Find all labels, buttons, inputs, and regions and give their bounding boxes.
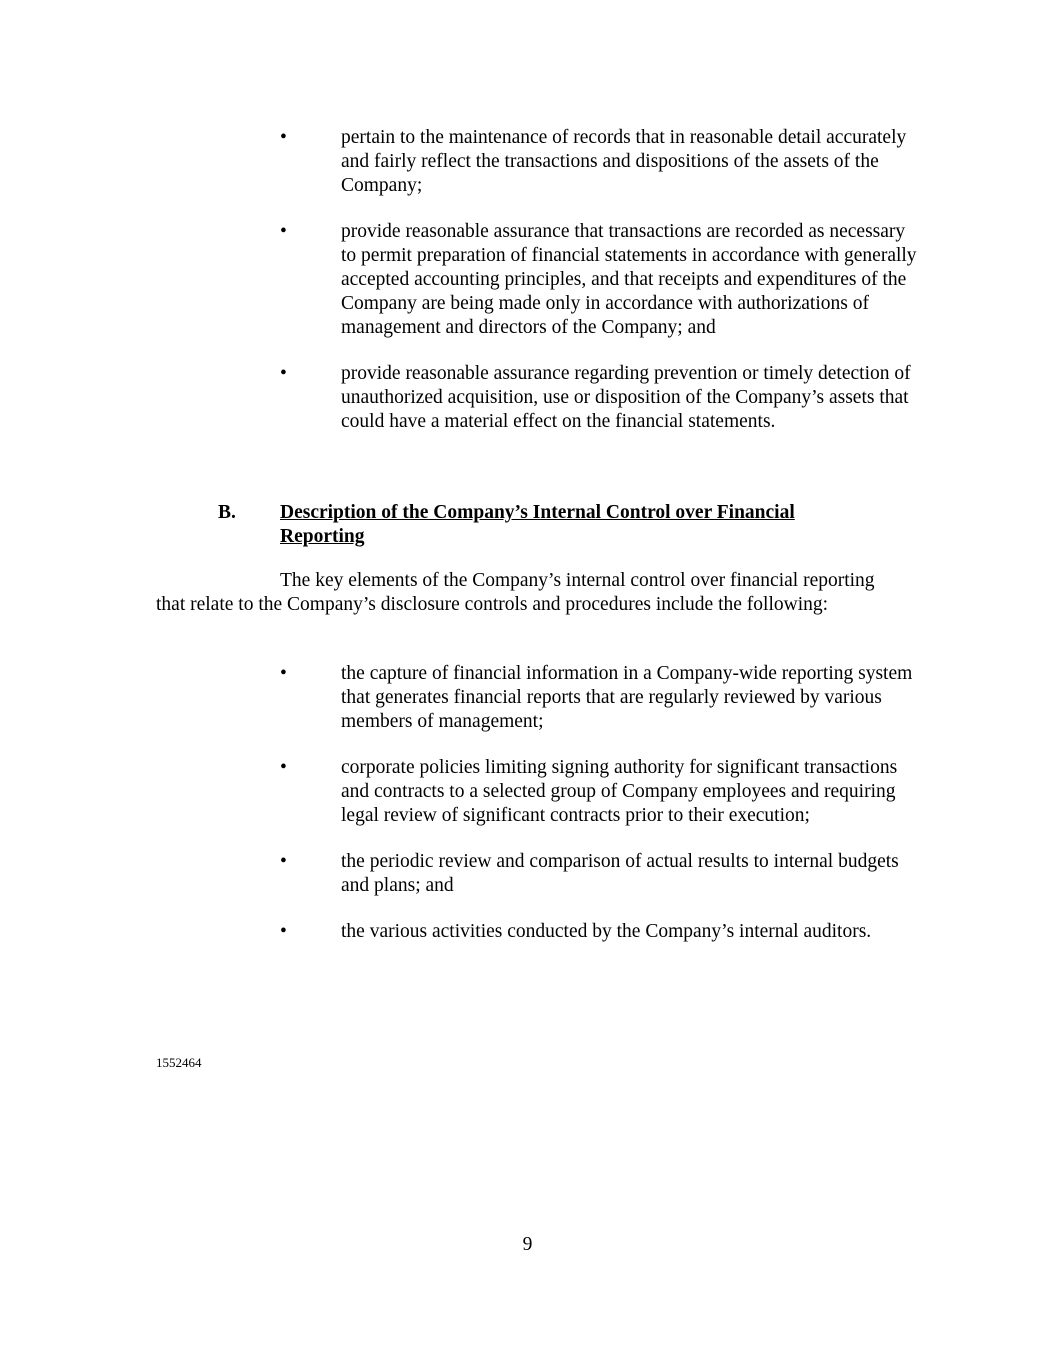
- bullet-icon: •: [280, 921, 287, 942]
- list-item: [280, 756, 920, 828]
- list-item-text: the various activities conducted by the Company’s internal auditors.: [341, 921, 872, 942]
- list-item-text: the capture of financial information in a Company-wide reporting system that generates financial reports that are regularly reviewed by various members of management;: [341, 663, 913, 732]
- bullet-list-bottom: [280, 662, 920, 944]
- list-item: [280, 126, 920, 198]
- list-item: [280, 850, 920, 898]
- bullet-icon: •: [280, 363, 287, 384]
- list-item-text: pertain to the maintenance of records that in reasonable detail accurately and fairly reflect the transactions and dispositions of the assets of the Company;: [341, 127, 907, 196]
- bullet-icon: •: [280, 851, 287, 872]
- intro-paragraph: The key elements of the Company’s internal control over financial reporting that relate to the Company’s disclosure controls and procedures include the following:: [156, 570, 875, 615]
- list-item: [280, 920, 920, 944]
- bullet-icon: •: [280, 127, 287, 148]
- list-item-text: provide reasonable assurance regarding prevention or timely detection of unauthorized acquisition, use or disposition of the Company’s assets that could have a material effect on the financial statements.: [341, 363, 911, 432]
- list-item-text: the periodic review and comparison of actual results to internal budgets and plans; and: [341, 851, 899, 896]
- section-title: Description of the Company’s Internal Control over Financial Reporting: [280, 502, 795, 547]
- section-letter: B.: [218, 502, 236, 523]
- list-item: [280, 662, 920, 734]
- bullet-icon: •: [280, 221, 287, 242]
- bullet-icon: •: [280, 757, 287, 778]
- page-number: 9: [522, 1234, 533, 1255]
- list-item-text: corporate policies limiting signing authority for significant transactions and contracts to a selected group of Company employees and requiring legal review of significant contracts prior to their execution;: [341, 757, 898, 826]
- list-item-text: provide reasonable assurance that transactions are recorded as necessary to permit preparation of financial statements in accordance with generally accepted accounting principles, and that receipts and expenditures of the Company are being made only in accordance with authorizations of management and directors of the Company; and: [341, 221, 917, 338]
- list-item: [280, 362, 920, 434]
- bullet-icon: •: [280, 663, 287, 684]
- section-heading: [218, 501, 878, 549]
- list-item: [280, 220, 920, 340]
- bullet-list-top: [280, 126, 920, 434]
- document-id: 1552464: [156, 1055, 202, 1070]
